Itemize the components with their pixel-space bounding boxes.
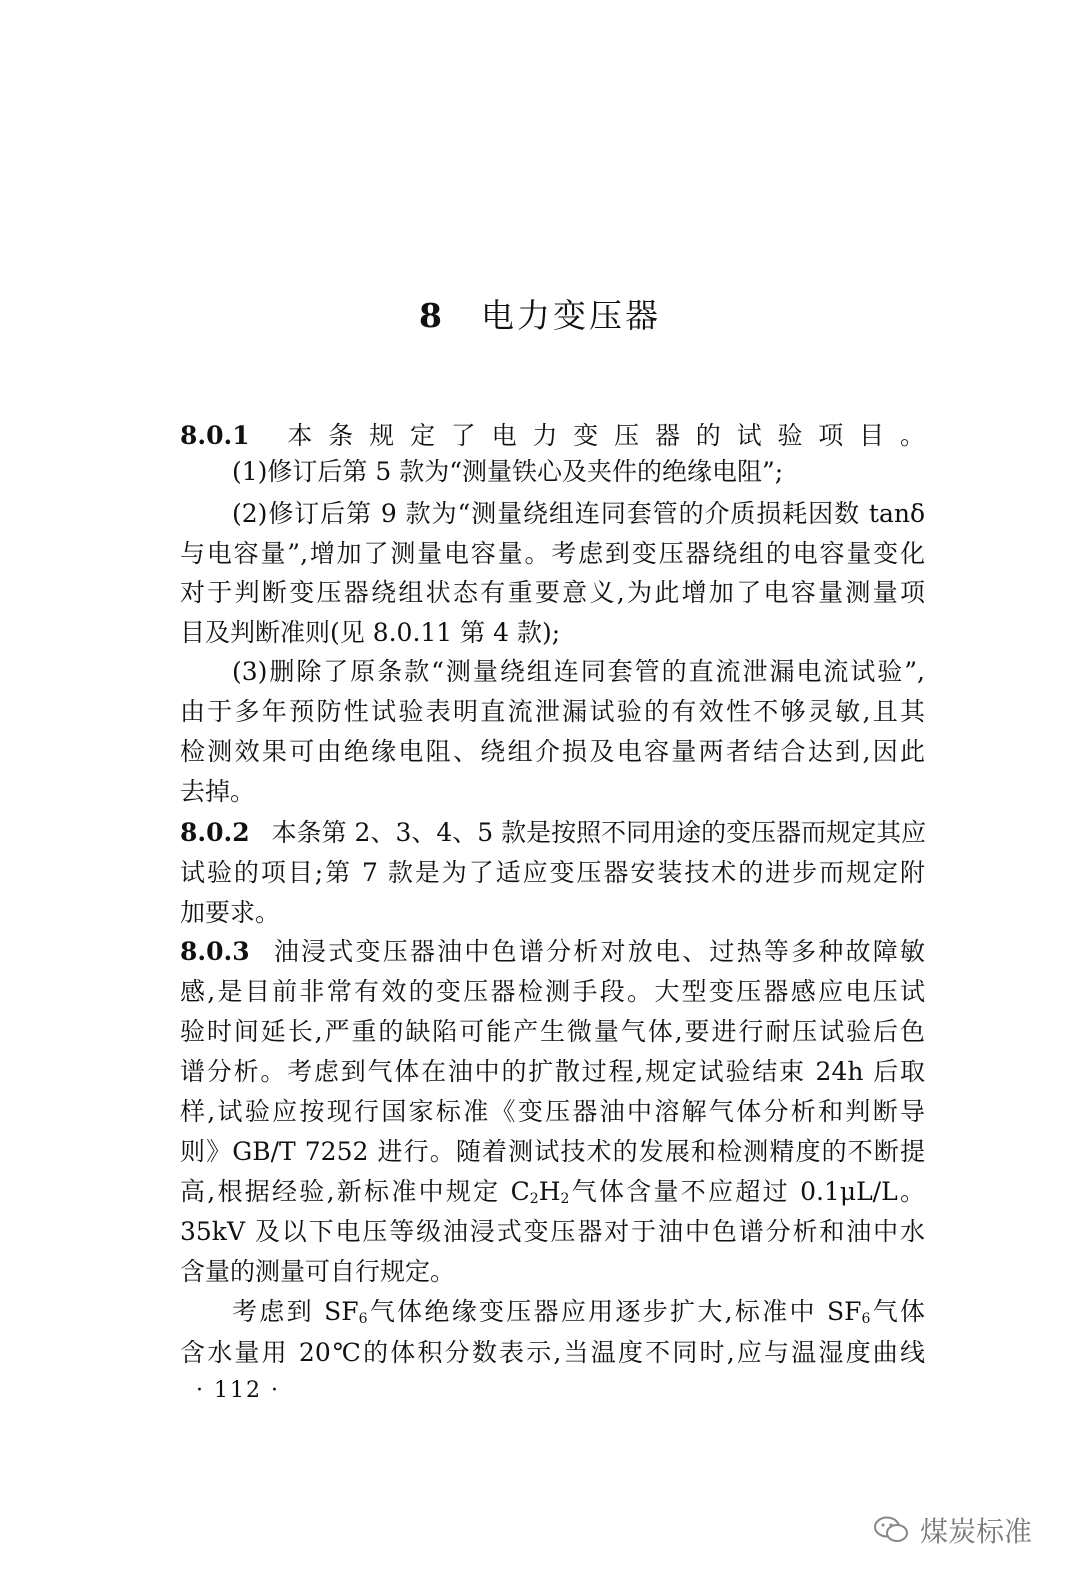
paragraph-line: 含水量用 20℃的体积分数表示,当温度不同时,应与温湿度曲线 (180, 1338, 925, 1367)
chapter-name: 电力变压器 (480, 296, 661, 335)
paragraph-line: 验时间延长,严重的缺陷可能产生微量气体,要进行耐压试验后色 (180, 1017, 925, 1046)
paragraph-line: 加要求。 (180, 898, 281, 927)
watermark (872, 1510, 1032, 1550)
paragraph-line: 对于判断变压器绕组状态有重要意义,为此增加了电容量测量项 (180, 578, 925, 607)
paragraph-line: 含量的测量可自行规定。 (180, 1257, 456, 1286)
paragraph-line: 去掉。 (180, 777, 256, 806)
paragraph-line: 样,试验应按现行国家标准《变压器油中溶解气体分析和判断导 (180, 1097, 925, 1126)
paragraph-line: 检测效果可由绝缘电阻、绕组介损及电容量两者结合达到,因此 (180, 737, 925, 766)
paragraph-line: 感,是目前非常有效的变压器检测手段。大型变压器感应电压试 (180, 977, 925, 1006)
watermark-text: 煤炭标准 (919, 1515, 1032, 1548)
paragraph-line: (2)修订后第 9 款为“测量绕组连同套管的介质损耗因数 tanδ (232, 499, 925, 528)
paragraph-line: (1)修订后第 5 款为“测量铁心及夹件的绝缘电阻”; (232, 457, 784, 486)
page-number: · 112 · (196, 1378, 280, 1403)
paragraph-line: 由于多年预防性试验表明直流泄漏试验的有效性不够灵敏,且其 (180, 697, 925, 726)
paragraph-line: 8.0.2 本条第 2、3、4、5 款是按照不同用途的变压器而规定其应 (180, 818, 927, 847)
paragraph-line: 试验的项目;第 7 款是为了适应变压器安装技术的进步而规定附 (180, 858, 925, 887)
wechat-icon (872, 1515, 910, 1545)
paragraph-line: 谱分析。考虑到气体在油中的扩散过程,规定试验结束 24h 后取 (180, 1057, 925, 1086)
clause-number: 8.0.3 (180, 937, 250, 966)
paragraph-line: 8.0.3 油浸式变压器油中色谱分析对放电、过热等多种故障敏 (180, 937, 925, 966)
paragraph-line: 8.0.1 本条规定了电力变压器的试验项目。 (180, 421, 925, 450)
chapter-title (0, 290, 1080, 337)
paragraph-line: 35kV 及以下电压等级油浸式变压器对于油中色谱分析和油中水 (180, 1217, 925, 1246)
chapter-number: 8 (419, 296, 445, 335)
paragraph-line: 高,根据经验,新标准中规定 $C_2H_2$气体含量不应超过 0.1μL/L。 (180, 1177, 925, 1207)
clause-number: 8.0.2 (180, 818, 250, 847)
paragraph-line: (3)删除了原条款“测量绕组连同套管的直流泄漏电流试验”, (232, 657, 925, 686)
paragraph-line: 目及判断准则(见 8.0.11 第 4 款); (180, 618, 561, 647)
paragraph-line: 与电容量”,增加了测量电容量。考虑到变压器绕组的电容量变化 (180, 539, 925, 568)
paragraph-line: 考虑到 $SF_6$气体绝缘变压器应用逐步扩大,标准中 $SF_6$气体 (232, 1297, 925, 1327)
clause-number: 8.0.1 (180, 421, 250, 450)
paragraph-line: 则》GB/T 7252 进行。随着测试技术的发展和检测精度的不断提 (180, 1137, 925, 1166)
